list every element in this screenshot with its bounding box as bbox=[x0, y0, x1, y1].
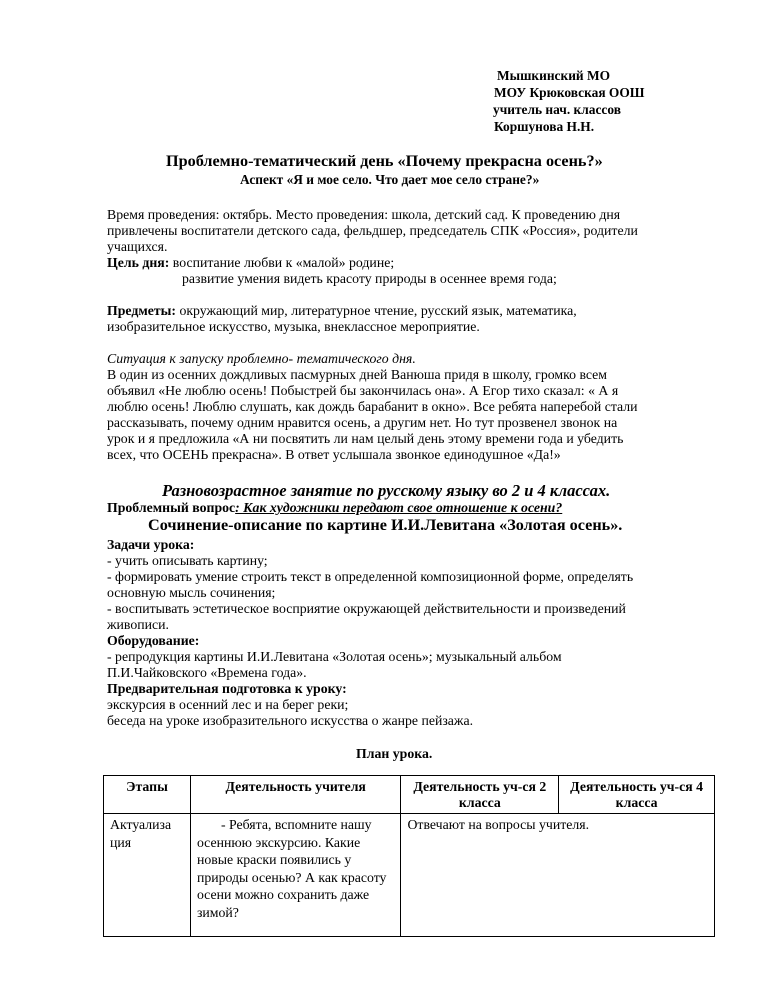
header-line-position: учитель нач. классов bbox=[493, 102, 621, 117]
situation-line: В один из осенних дождливых пасмурных дней Ванюша придя в школу, громко всем bbox=[107, 367, 608, 382]
cell-teacher-activity: - Ребята, вспомните нашу осеннюю экскурсию. Какие новые краски появились у природы осенью? А как красоту осени можно сохранить даже зимой? bbox=[190, 814, 401, 937]
goal-text-1: воспитание любви к «малой» родине; bbox=[169, 255, 395, 270]
plan-title: План урока. bbox=[356, 746, 433, 761]
problem-label: Проблемный вопрос bbox=[107, 500, 236, 515]
tasks-label: Задачи урока: bbox=[107, 537, 195, 552]
task-line: живописи. bbox=[107, 617, 169, 632]
header-teacher-activity: Деятельность учителя bbox=[190, 776, 401, 814]
task-line: - учить описывать картину; bbox=[107, 553, 268, 568]
subjects-label: Предметы: bbox=[107, 303, 176, 318]
situation-line: всех, что ОСЕНЬ прекрасна». В ответ услышала звонкое единодушное «Да!» bbox=[107, 447, 561, 462]
situation-line: рассказывать, почему одним нравится осень, а другим нет. Но тут прозвенел звонок на bbox=[107, 415, 618, 430]
goal-line bbox=[107, 255, 394, 271]
goal-label: Цель дня: bbox=[107, 255, 170, 270]
task-line: - формировать умение строить текст в определенной композиционной форме, определять bbox=[107, 569, 634, 584]
situation-line: люблю осень! Люблю слушать, как дождь барабанит в окно». Все ребята наперебой стали bbox=[107, 399, 638, 414]
subjects-line bbox=[107, 303, 577, 319]
intro-line: Время проведения: октябрь. Место проведения: школа, детский сад. К проведению дня bbox=[107, 207, 621, 222]
prep-line: беседа на уроке изобразительного искусства о жанре пейзажа. bbox=[107, 713, 474, 728]
table-row bbox=[104, 814, 715, 937]
situation-line: объявил «Не люблю осень! Побыстрей бы закончилась она». А Егор тихо сказал: « А я bbox=[107, 383, 619, 398]
header-stages: Этапы bbox=[104, 776, 191, 814]
equipment-line: - репродукция картины И.И.Левитана «Золотая осень»; музыкальный альбом bbox=[107, 649, 562, 664]
problem-text: : Как художники передают свое отношение к осени? bbox=[235, 500, 563, 515]
situation-line: урок и я предложила «А ни посвятить ли нам целый день этому времени года и убедить bbox=[107, 431, 624, 446]
page-subtitle: Аспект «Я и мое село. Что дает мое село стране?» bbox=[240, 172, 540, 187]
page-title: Проблемно-тематический день «Почему прекрасна осень?» bbox=[166, 152, 603, 170]
task-line: основную мысль сочинения; bbox=[107, 585, 276, 600]
prep-label: Предварительная подготовка к уроку: bbox=[107, 681, 347, 696]
lesson-topic: Сочинение-описание по картине И.И.Левитана «Золотая осень». bbox=[148, 516, 623, 534]
header-grade4-activity: Деятельность уч-ся 4 класса bbox=[559, 776, 715, 814]
cell-stage: Актуализа ция bbox=[104, 814, 191, 937]
situation-heading: Ситуация к запуску проблемно- тематического дня. bbox=[107, 351, 416, 366]
plan-table bbox=[103, 775, 715, 937]
subjects-text-1: окружающий мир, литературное чтение, русский язык, математика, bbox=[176, 303, 577, 318]
cell-students-activity: Отвечают на вопросы учителя. bbox=[401, 814, 715, 937]
header-line-author: Коршунова Н.Н. bbox=[494, 119, 595, 134]
subjects-text-2: изобразительное искусство, музыка, внеклассное мероприятие. bbox=[107, 319, 480, 334]
intro-line: учащихся. bbox=[107, 239, 168, 254]
header-line-district: Мышкинский МО bbox=[497, 68, 611, 83]
task-line: - воспитывать эстетическое восприятие окружающей действительности и произведений bbox=[107, 601, 626, 616]
prep-line: экскурсия в осенний лес и на берег реки; bbox=[107, 697, 349, 712]
header-line-school: МОУ Крюковская ООШ bbox=[494, 85, 645, 100]
equipment-label: Оборудование: bbox=[107, 633, 200, 648]
table-header-row bbox=[104, 776, 715, 814]
equipment-line: П.И.Чайковского «Времена года». bbox=[107, 665, 307, 680]
goal-text-2: развитие умения видеть красоту природы в осеннее время года; bbox=[182, 271, 557, 286]
header-grade2-activity: Деятельность уч-ся 2 класса bbox=[401, 776, 559, 814]
problem-question bbox=[107, 500, 562, 516]
lesson-heading: Разновозрастное занятие по русскому языку во 2 и 4 классах. bbox=[162, 481, 611, 500]
intro-line: привлечены воспитатели детского сада, фельдшер, председатель СПК «Россия», родители bbox=[107, 223, 638, 238]
